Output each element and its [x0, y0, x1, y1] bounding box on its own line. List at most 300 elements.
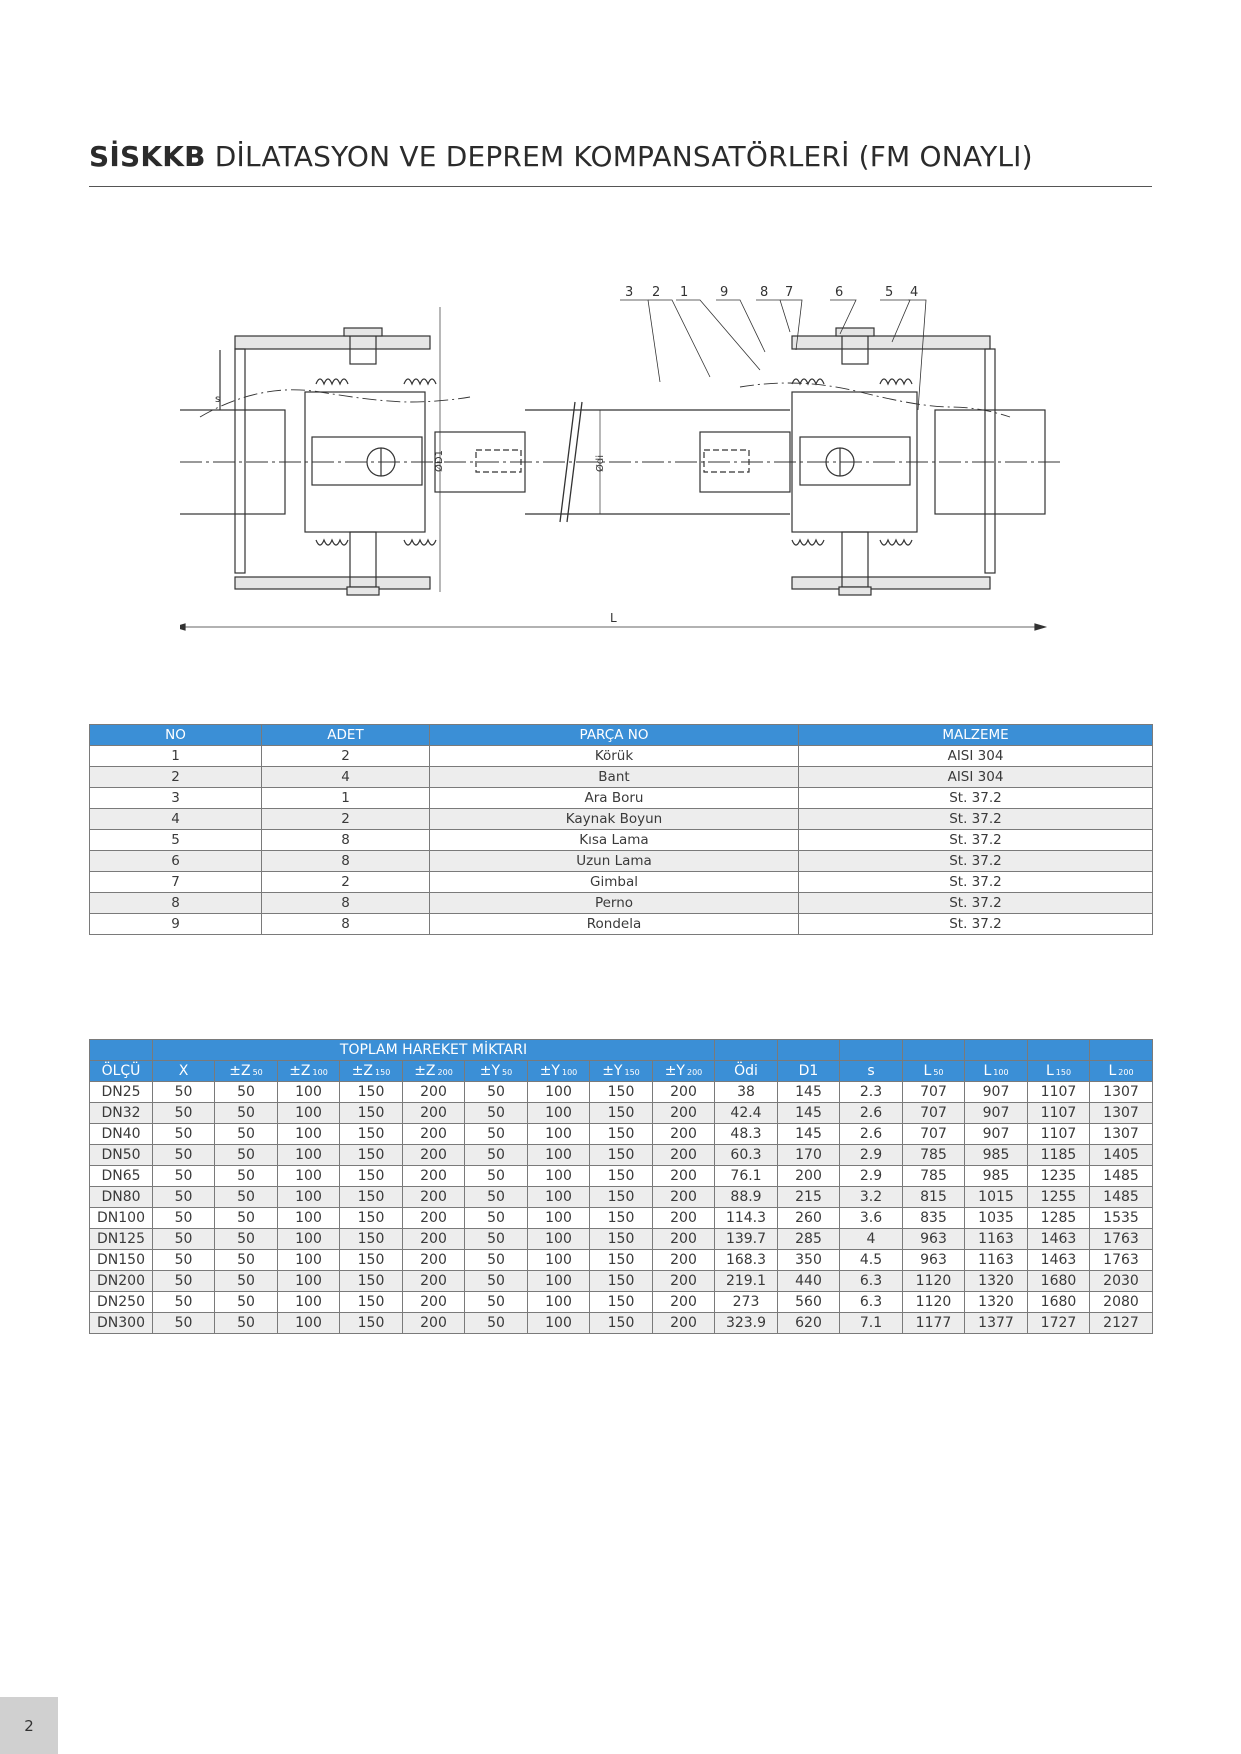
table-cell: DN40 [90, 1124, 153, 1145]
spec-header-cell [153, 1061, 215, 1082]
table-cell: Kaynak Boyun [430, 809, 799, 830]
table-cell: 168.3 [715, 1250, 778, 1271]
table-cell: 1185 [1028, 1145, 1090, 1166]
table-cell: Körük [430, 746, 799, 767]
spec-header-cell [528, 1061, 590, 1082]
table-cell: 1307 [1090, 1103, 1153, 1124]
table-cell: 560 [778, 1292, 840, 1313]
callout-3: 3 [625, 285, 634, 300]
spec-group-blank-1 [715, 1040, 778, 1061]
table-row [90, 872, 1153, 893]
table-cell: 100 [278, 1229, 340, 1250]
spec-header-main: L [983, 1063, 992, 1079]
table-cell: 8 [262, 830, 430, 851]
spec-header-cell [90, 1061, 153, 1082]
spec-header-cell [403, 1061, 465, 1082]
table-cell: 50 [465, 1124, 528, 1145]
table-cell: 4 [262, 767, 430, 788]
table-cell: 145 [778, 1103, 840, 1124]
table-cell: 50 [465, 1250, 528, 1271]
table-cell: 100 [528, 1208, 590, 1229]
table-cell: 8 [262, 914, 430, 935]
spec-header-cell [590, 1061, 653, 1082]
spec-header-cell [278, 1061, 340, 1082]
table-cell: 219.1 [715, 1271, 778, 1292]
spec-group-blank-4 [903, 1040, 965, 1061]
spec-header-main: ±Y [664, 1063, 685, 1079]
spec-header-main: ±Z [229, 1063, 251, 1079]
table-cell: 907 [965, 1082, 1028, 1103]
spec-header-cell [1090, 1061, 1153, 1082]
table-cell: 1485 [1090, 1187, 1153, 1208]
spec-header-main: ±Y [602, 1063, 623, 1079]
table-cell: 100 [278, 1208, 340, 1229]
table-cell: 200 [403, 1271, 465, 1292]
table-cell: 1120 [903, 1271, 965, 1292]
table-cell: 9 [90, 914, 262, 935]
table-cell: 200 [403, 1082, 465, 1103]
table-cell: 100 [278, 1166, 340, 1187]
spec-header-main: ±Y [479, 1063, 501, 1079]
title-brand: SİSKKB [89, 140, 206, 173]
table-cell: 50 [465, 1166, 528, 1187]
table-row [90, 1271, 1153, 1292]
table-cell: DN32 [90, 1103, 153, 1124]
spec-header-cell [778, 1061, 840, 1082]
title-divider [89, 186, 1152, 187]
table-cell: 1107 [1028, 1103, 1090, 1124]
table-cell: 42.4 [715, 1103, 778, 1124]
table-cell: 2080 [1090, 1292, 1153, 1313]
table-cell: St. 37.2 [799, 788, 1153, 809]
table-cell: 50 [465, 1145, 528, 1166]
spec-header-cell [965, 1061, 1028, 1082]
table-cell: 6 [90, 851, 262, 872]
table-cell: 60.3 [715, 1145, 778, 1166]
table-cell: 1235 [1028, 1166, 1090, 1187]
table-cell: 200 [653, 1292, 715, 1313]
table-cell: 200 [653, 1103, 715, 1124]
spec-table-body [90, 1082, 1153, 1334]
table-cell: 200 [778, 1166, 840, 1187]
table-cell: 100 [528, 1229, 590, 1250]
table-cell: 100 [528, 1103, 590, 1124]
table-cell: 1 [90, 746, 262, 767]
spec-header-cell [840, 1061, 903, 1082]
table-cell: 150 [590, 1292, 653, 1313]
table-cell: 100 [278, 1082, 340, 1103]
spec-header-main: L [1108, 1063, 1117, 1079]
table-cell: 200 [653, 1082, 715, 1103]
table-cell: 100 [528, 1313, 590, 1334]
spec-header-sub: 100 [993, 1068, 1009, 1077]
table-cell: 50 [465, 1082, 528, 1103]
table-cell: 150 [590, 1103, 653, 1124]
spec-header-main: D1 [798, 1063, 819, 1079]
table-cell: 1405 [1090, 1145, 1153, 1166]
table-row [90, 1229, 1153, 1250]
table-cell: 4 [90, 809, 262, 830]
table-cell: 150 [590, 1187, 653, 1208]
table-cell: 273 [715, 1292, 778, 1313]
table-cell: DN100 [90, 1208, 153, 1229]
spec-header-sub: 150 [624, 1068, 640, 1077]
parts-header-cell: NO [90, 725, 262, 746]
table-cell: St. 37.2 [799, 914, 1153, 935]
title-text: DİLATASYON VE DEPREM KOMPANSATÖRLERİ (FM ONAYLI) [205, 140, 1033, 173]
table-cell: 6.3 [840, 1271, 903, 1292]
table-cell: DN50 [90, 1145, 153, 1166]
table-cell: 1163 [965, 1250, 1028, 1271]
table-cell: DN65 [90, 1166, 153, 1187]
callout-9: 9 [720, 285, 729, 300]
table-cell: 1763 [1090, 1229, 1153, 1250]
table-cell: 2 [262, 746, 430, 767]
table-row [90, 914, 1153, 935]
table-row [90, 1313, 1153, 1334]
table-row [90, 893, 1153, 914]
table-cell: 1377 [965, 1313, 1028, 1334]
spec-header-main: ÖLÇÜ [101, 1063, 141, 1079]
table-cell: 1285 [1028, 1208, 1090, 1229]
table-cell: 200 [653, 1124, 715, 1145]
table-cell: DN250 [90, 1292, 153, 1313]
spec-header-sub: 200 [437, 1068, 453, 1077]
table-cell: 350 [778, 1250, 840, 1271]
table-row [90, 809, 1153, 830]
table-cell: 1107 [1028, 1082, 1090, 1103]
table-cell: 620 [778, 1313, 840, 1334]
table-cell: DN150 [90, 1250, 153, 1271]
spec-table-header [90, 1040, 1153, 1082]
spec-header-sub: 100 [562, 1068, 578, 1077]
table-cell: 2 [90, 767, 262, 788]
table-cell: 150 [340, 1187, 403, 1208]
table-cell: 50 [465, 1187, 528, 1208]
table-row [90, 746, 1153, 767]
table-cell: St. 37.2 [799, 830, 1153, 851]
table-cell: St. 37.2 [799, 893, 1153, 914]
table-cell: 3 [90, 788, 262, 809]
table-cell: Uzun Lama [430, 851, 799, 872]
table-cell: 1 [262, 788, 430, 809]
table-cell: 200 [403, 1229, 465, 1250]
table-cell: 200 [653, 1271, 715, 1292]
spec-header-sub: 100 [312, 1068, 328, 1077]
table-cell: 100 [528, 1082, 590, 1103]
table-row [90, 767, 1153, 788]
table-cell: 76.1 [715, 1166, 778, 1187]
dim-L-label: L [610, 611, 617, 625]
spec-header-main: L [1045, 1063, 1054, 1079]
table-cell: Perno [430, 893, 799, 914]
table-cell: 907 [965, 1124, 1028, 1145]
page-title [89, 140, 1033, 173]
table-cell: 145 [778, 1124, 840, 1145]
table-cell: Gimbal [430, 872, 799, 893]
spec-header-main: ±Z [351, 1063, 374, 1079]
table-cell: DN25 [90, 1082, 153, 1103]
table-cell: 1307 [1090, 1082, 1153, 1103]
table-cell: 1120 [903, 1292, 965, 1313]
table-cell: St. 37.2 [799, 809, 1153, 830]
spec-group-corner [90, 1040, 153, 1061]
table-cell: 200 [653, 1208, 715, 1229]
table-cell: 200 [403, 1313, 465, 1334]
table-cell: 100 [278, 1145, 340, 1166]
compensator-drawing [180, 282, 1070, 642]
table-cell: 150 [590, 1271, 653, 1292]
spec-header-main: X [178, 1063, 189, 1079]
table-cell: 48.3 [715, 1124, 778, 1145]
table-cell: 50 [215, 1313, 278, 1334]
table-cell: 3.6 [840, 1208, 903, 1229]
table-cell: 50 [153, 1313, 215, 1334]
spec-header-sub: 150 [1055, 1068, 1072, 1077]
table-cell: 7.1 [840, 1313, 903, 1334]
table-cell: 1320 [965, 1292, 1028, 1313]
table-cell: 1463 [1028, 1229, 1090, 1250]
table-cell: DN80 [90, 1187, 153, 1208]
spec-header-main: s [867, 1063, 875, 1079]
spec-group-blank-7 [1090, 1040, 1153, 1061]
parts-header-cell: ADET [262, 725, 430, 746]
table-cell: 835 [903, 1208, 965, 1229]
table-row [90, 851, 1153, 872]
table-cell: 1763 [1090, 1250, 1153, 1271]
table-cell: 100 [278, 1124, 340, 1145]
table-row [90, 1103, 1153, 1124]
table-cell: 50 [215, 1103, 278, 1124]
table-cell: 4 [840, 1229, 903, 1250]
table-cell: 50 [465, 1292, 528, 1313]
table-cell: 785 [903, 1145, 965, 1166]
table-row [90, 1187, 1153, 1208]
table-cell: 1163 [965, 1229, 1028, 1250]
parts-table [89, 724, 1153, 935]
table-row [90, 1208, 1153, 1229]
table-cell: 170 [778, 1145, 840, 1166]
table-cell: 200 [653, 1250, 715, 1271]
table-cell: 50 [465, 1103, 528, 1124]
table-cell: 963 [903, 1250, 965, 1271]
table-row [90, 1124, 1153, 1145]
table-cell: 50 [153, 1271, 215, 1292]
spec-header-cell [1028, 1061, 1090, 1082]
table-cell: 8 [262, 851, 430, 872]
spec-header-cell [215, 1061, 278, 1082]
table-cell: 200 [653, 1313, 715, 1334]
table-cell: St. 37.2 [799, 872, 1153, 893]
table-cell: 50 [153, 1208, 215, 1229]
table-cell: AISI 304 [799, 746, 1153, 767]
table-cell: 50 [465, 1271, 528, 1292]
table-cell: 963 [903, 1229, 965, 1250]
table-cell: 200 [653, 1145, 715, 1166]
table-cell: 2.3 [840, 1082, 903, 1103]
table-row [90, 1082, 1153, 1103]
table-cell: 985 [965, 1166, 1028, 1187]
table-cell: 100 [278, 1313, 340, 1334]
table-cell: 200 [403, 1187, 465, 1208]
spec-header-cell [340, 1061, 403, 1082]
table-cell: 200 [403, 1145, 465, 1166]
table-cell: 150 [340, 1208, 403, 1229]
table-cell: 200 [403, 1208, 465, 1229]
spec-header-cell [653, 1061, 715, 1082]
parts-table-body [90, 746, 1153, 935]
table-cell: 440 [778, 1271, 840, 1292]
table-cell: 150 [340, 1145, 403, 1166]
callout-7: 7 [785, 285, 794, 300]
table-row [90, 788, 1153, 809]
spec-header-cell [903, 1061, 965, 1082]
table-cell: DN125 [90, 1229, 153, 1250]
table-cell: 50 [215, 1208, 278, 1229]
table-cell: 8 [90, 893, 262, 914]
table-cell: St. 37.2 [799, 851, 1153, 872]
table-cell: 50 [153, 1103, 215, 1124]
table-cell: Ara Boru [430, 788, 799, 809]
table-cell: 7 [90, 872, 262, 893]
table-cell: 150 [590, 1250, 653, 1271]
spec-header-sub: 200 [1118, 1068, 1134, 1077]
table-cell: 150 [340, 1292, 403, 1313]
table-cell: 200 [653, 1166, 715, 1187]
spec-header-main: ±Y [539, 1063, 560, 1079]
dim-D1-label: ØD1 [434, 450, 445, 472]
spec-group-blank-6 [1028, 1040, 1090, 1061]
table-cell: 285 [778, 1229, 840, 1250]
dim-di-label: Ødi [595, 455, 606, 472]
table-cell: 150 [590, 1145, 653, 1166]
dim-s-label: s [215, 394, 221, 405]
callout-1: 1 [680, 285, 689, 300]
table-cell: 50 [465, 1313, 528, 1334]
table-cell: 50 [153, 1187, 215, 1208]
table-cell: 815 [903, 1187, 965, 1208]
table-cell: 200 [653, 1229, 715, 1250]
table-cell: 50 [465, 1229, 528, 1250]
table-cell: 150 [340, 1229, 403, 1250]
table-cell: 38 [715, 1082, 778, 1103]
table-cell: 2.6 [840, 1124, 903, 1145]
table-cell: 100 [278, 1187, 340, 1208]
spec-header-main: Ödi [734, 1063, 758, 1079]
table-cell: 50 [153, 1145, 215, 1166]
table-cell: 150 [340, 1124, 403, 1145]
table-cell: 50 [215, 1292, 278, 1313]
table-cell: 50 [153, 1229, 215, 1250]
table-cell: 50 [215, 1229, 278, 1250]
table-cell: 150 [340, 1271, 403, 1292]
spec-header-main: L [923, 1063, 932, 1079]
table-cell: Rondela [430, 914, 799, 935]
table-cell: 1485 [1090, 1166, 1153, 1187]
table-cell: 707 [903, 1103, 965, 1124]
table-cell: 6.3 [840, 1292, 903, 1313]
table-cell: 100 [528, 1292, 590, 1313]
table-cell: 150 [340, 1166, 403, 1187]
table-cell: 1015 [965, 1187, 1028, 1208]
spec-group-blank-3 [840, 1040, 903, 1061]
table-cell: 150 [590, 1229, 653, 1250]
spec-header-sub: 200 [687, 1068, 703, 1077]
table-cell: 100 [528, 1250, 590, 1271]
spec-header-cell [715, 1061, 778, 1082]
spec-group-blank-2 [778, 1040, 840, 1061]
table-cell: 907 [965, 1103, 1028, 1124]
table-cell: 1680 [1028, 1292, 1090, 1313]
table-row [90, 1145, 1153, 1166]
spec-group-blank-5 [965, 1040, 1028, 1061]
callout-2: 2 [652, 285, 661, 300]
table-row [90, 830, 1153, 851]
table-cell: DN300 [90, 1313, 153, 1334]
table-cell: 200 [403, 1166, 465, 1187]
table-cell: 3.2 [840, 1187, 903, 1208]
table-cell: 200 [403, 1103, 465, 1124]
table-cell: 707 [903, 1124, 965, 1145]
table-cell: 50 [153, 1124, 215, 1145]
table-cell: 150 [590, 1082, 653, 1103]
table-cell: 1727 [1028, 1313, 1090, 1334]
callout-6: 6 [835, 285, 844, 300]
table-cell: 2 [262, 809, 430, 830]
table-row [90, 1292, 1153, 1313]
table-cell: 2.9 [840, 1145, 903, 1166]
table-cell: 50 [153, 1082, 215, 1103]
table-cell: 707 [903, 1082, 965, 1103]
table-row [90, 1250, 1153, 1271]
table-cell: 8 [262, 893, 430, 914]
table-cell: 200 [403, 1250, 465, 1271]
table-cell: 200 [403, 1124, 465, 1145]
callout-5: 5 [885, 285, 894, 300]
table-cell: 150 [340, 1103, 403, 1124]
spec-group-header: TOPLAM HAREKET MİKTARI [153, 1040, 715, 1061]
parts-header-cell: MALZEME [799, 725, 1153, 746]
table-cell: Bant [430, 767, 799, 788]
table-cell: 1255 [1028, 1187, 1090, 1208]
table-cell: 100 [278, 1271, 340, 1292]
table-cell: 1680 [1028, 1271, 1090, 1292]
table-cell: 100 [278, 1250, 340, 1271]
table-cell: 50 [153, 1250, 215, 1271]
table-cell: 200 [653, 1187, 715, 1208]
table-cell: 260 [778, 1208, 840, 1229]
spec-header-sub: 50 [252, 1068, 263, 1077]
table-cell: 145 [778, 1082, 840, 1103]
table-cell: 323.9 [715, 1313, 778, 1334]
table-cell: 150 [340, 1082, 403, 1103]
table-cell: 785 [903, 1166, 965, 1187]
table-cell: 50 [215, 1082, 278, 1103]
table-cell: 100 [528, 1166, 590, 1187]
table-row [90, 1166, 1153, 1187]
table-cell: 1177 [903, 1313, 965, 1334]
table-cell: 215 [778, 1187, 840, 1208]
table-cell: 139.7 [715, 1229, 778, 1250]
table-cell: 150 [590, 1208, 653, 1229]
spec-header-sub: 150 [375, 1068, 391, 1077]
table-cell: 150 [340, 1250, 403, 1271]
table-cell: 88.9 [715, 1187, 778, 1208]
table-cell: 50 [153, 1292, 215, 1313]
table-cell: 100 [528, 1271, 590, 1292]
callout-8: 8 [760, 285, 769, 300]
table-cell: DN200 [90, 1271, 153, 1292]
